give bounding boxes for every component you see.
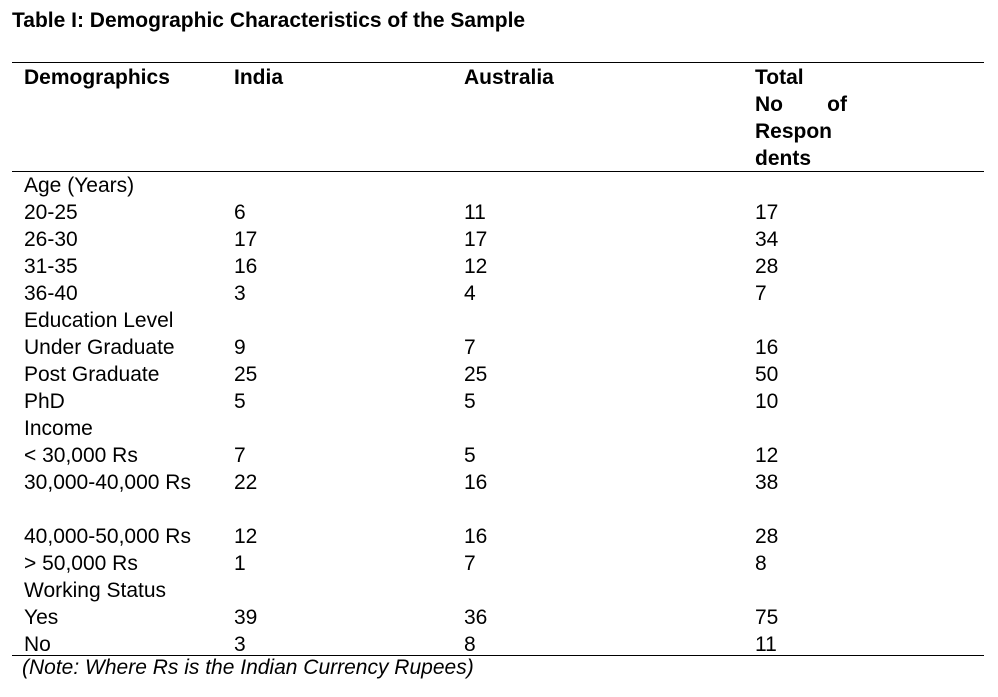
row-label: PhD bbox=[24, 390, 65, 413]
header-total-line: No of bbox=[755, 93, 847, 116]
table-row bbox=[0, 577, 998, 604]
row-label: Post Graduate bbox=[24, 363, 160, 386]
table-row bbox=[0, 415, 998, 442]
header-demographics: Demographics bbox=[24, 66, 170, 89]
row-label: 30,000-40,000 Rs bbox=[24, 471, 191, 494]
table-row bbox=[0, 226, 998, 253]
table-row bbox=[0, 550, 998, 577]
total-value: 34 bbox=[755, 228, 779, 251]
total-value: 7 bbox=[755, 282, 767, 305]
total-value: 8 bbox=[755, 552, 767, 575]
india-value: 16 bbox=[234, 255, 258, 278]
australia-value: 5 bbox=[464, 390, 476, 413]
row-label: Age (Years) bbox=[24, 174, 135, 197]
australia-value: 5 bbox=[464, 444, 476, 467]
australia-value: 25 bbox=[464, 363, 488, 386]
table-row bbox=[0, 361, 998, 388]
header-india: India bbox=[234, 66, 284, 89]
row-label: 40,000-50,000 Rs bbox=[24, 525, 191, 548]
row-label: 26-30 bbox=[24, 228, 78, 251]
india-value: 9 bbox=[234, 336, 246, 359]
table-row bbox=[0, 442, 998, 469]
australia-value: 11 bbox=[464, 201, 486, 224]
table-caption: Table I: Demographic Characteristics of the Sample bbox=[12, 9, 526, 32]
total-value: 38 bbox=[755, 471, 779, 494]
row-label: Under Graduate bbox=[24, 336, 175, 359]
australia-value: 7 bbox=[464, 552, 476, 575]
row-label: 36-40 bbox=[24, 282, 78, 305]
total-value: 28 bbox=[755, 525, 779, 548]
table-row-spacer bbox=[0, 496, 998, 523]
table-row bbox=[0, 388, 998, 415]
table-row bbox=[0, 334, 998, 361]
australia-value: 8 bbox=[464, 633, 476, 656]
row-label: > 50,000 Rs bbox=[24, 552, 138, 575]
total-value: 11 bbox=[755, 633, 777, 656]
india-value: 3 bbox=[234, 633, 246, 656]
india-value: 5 bbox=[234, 390, 246, 413]
australia-value: 7 bbox=[464, 336, 476, 359]
australia-value: 16 bbox=[464, 471, 488, 494]
table-row bbox=[0, 199, 998, 226]
header-total-line: Respon bbox=[755, 120, 833, 143]
india-value: 1 bbox=[234, 552, 246, 575]
row-label: 20-25 bbox=[24, 201, 78, 224]
table-row bbox=[0, 307, 998, 334]
india-value: 3 bbox=[234, 282, 246, 305]
table-row bbox=[0, 604, 998, 631]
table-row bbox=[0, 253, 998, 280]
row-label: Yes bbox=[24, 606, 59, 629]
total-value: 17 bbox=[755, 201, 779, 224]
row-label: < 30,000 Rs bbox=[24, 444, 138, 467]
header-total-line: dents bbox=[755, 147, 812, 170]
total-value: 75 bbox=[755, 606, 779, 629]
india-value: 17 bbox=[234, 228, 258, 251]
header-total-line: Total bbox=[755, 66, 804, 89]
total-value: 10 bbox=[755, 390, 779, 413]
row-label: No bbox=[24, 633, 51, 656]
table-row bbox=[0, 523, 998, 550]
india-value: 22 bbox=[234, 471, 258, 494]
total-value: 16 bbox=[755, 336, 779, 359]
australia-value: 36 bbox=[464, 606, 488, 629]
india-value: 6 bbox=[234, 201, 246, 224]
table-row bbox=[0, 280, 998, 307]
table-body bbox=[0, 172, 998, 658]
australia-value: 16 bbox=[464, 525, 488, 548]
australia-value: 4 bbox=[464, 282, 476, 305]
table-row bbox=[0, 172, 998, 199]
table-note: (Note: Where Rs is the Indian Currency Rupees) bbox=[22, 656, 474, 679]
row-label: Income bbox=[24, 417, 93, 440]
table-top-rule bbox=[12, 62, 984, 63]
row-label: Working Status bbox=[24, 579, 167, 602]
total-value: 50 bbox=[755, 363, 779, 386]
table-row bbox=[0, 469, 998, 496]
india-value: 12 bbox=[234, 525, 258, 548]
india-value: 7 bbox=[234, 444, 246, 467]
australia-value: 17 bbox=[464, 228, 488, 251]
india-value: 25 bbox=[234, 363, 258, 386]
row-label: Education Level bbox=[24, 309, 174, 332]
header-australia: Australia bbox=[464, 66, 554, 89]
india-value: 39 bbox=[234, 606, 258, 629]
total-value: 12 bbox=[755, 444, 779, 467]
table-row bbox=[0, 631, 998, 658]
header-total-respondents bbox=[755, 64, 847, 172]
total-value: 28 bbox=[755, 255, 779, 278]
row-label: 31-35 bbox=[24, 255, 78, 278]
australia-value: 12 bbox=[464, 255, 488, 278]
